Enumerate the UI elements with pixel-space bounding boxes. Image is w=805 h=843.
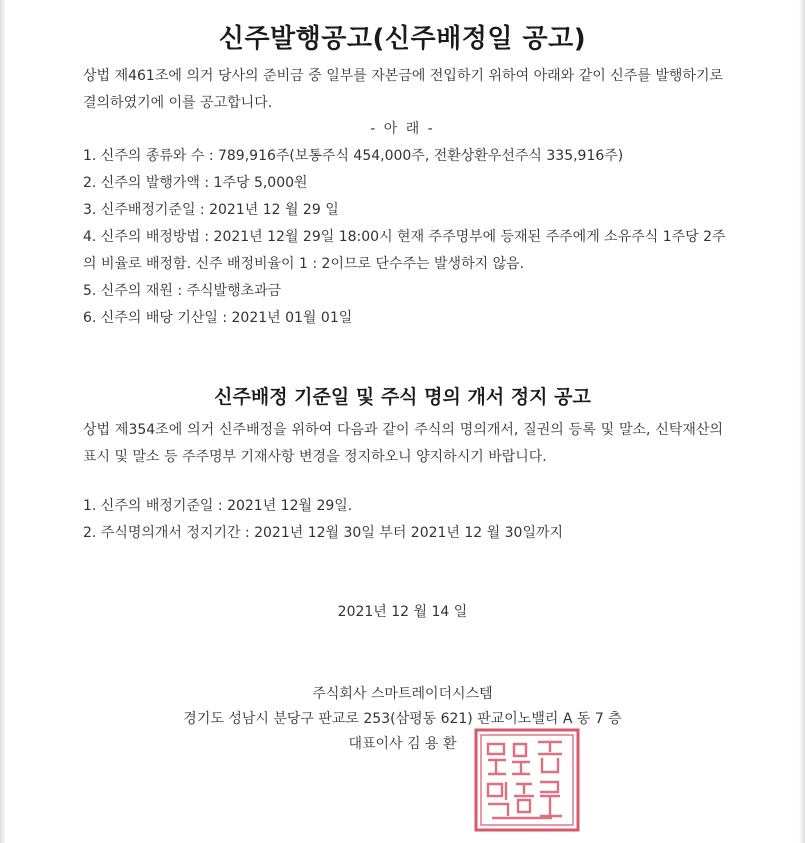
notice-date: 2021년 12 월 14 일 [337, 604, 468, 620]
company-seal-stamp [472, 726, 582, 834]
company-name: 주식회사 스마트레이더시스템 [312, 686, 493, 702]
list-item: 1. 신주의 배정기준일 : 2021년 12월 29일. [83, 498, 353, 514]
list-item: 4. 신주의 배정방법 : 2021년 12월 29일 18:00시 현재 주주명부에 등재된 주주에게 소유주식 1주당 2주의 비율로 배정함. 신주 배정비율이 1 : 2이므로 단수주는 발생하지 않음. [83, 229, 726, 272]
list-item: 1. 신주의 종류와 수 : 789,916주(보통주식 454,000주, 전환상환우선주식 335,916주) [83, 148, 624, 164]
list-item: 5. 신주의 재원 : 주식발행초과금 [83, 283, 282, 299]
list-item: 2. 주식명의개서 정지기간 : 2021년 12월 30일 부터 2021년 12 월 30일까지 [83, 525, 564, 541]
notice2-title: 신주배정 기준일 및 주식 명의 개서 정지 공고 [214, 386, 591, 408]
list-item: 3. 신주배정기준일 : 2021년 12 월 29 일 [83, 202, 339, 218]
notice-intro: 상법 제461조에 의거 당사의 준비금 중 일부를 자본금에 전입하기 위하여 아래와 같이 신주를 발행하기로 결의하였기에 이를 공고합니다. [83, 68, 723, 111]
notice-title: 신주발행공고(신주배정일 공고) [218, 24, 587, 54]
company-address: 경기도 성남시 분당구 판교로 253(삼평동 621) 판교이노밸리 A 동 7 층 [183, 711, 622, 727]
ara-label: - 아 래 - [370, 121, 435, 137]
list-item: 2. 신주의 발행가액 : 1주당 5,000원 [83, 175, 308, 191]
ceo-name: 대표이사 김 용 환 [348, 736, 457, 752]
notice2-items-list [83, 493, 733, 547]
notice2-intro: 상법 제354조에 의거 신주배정을 위하여 다음과 같이 주식의 명의개서, 질권의 등록 및 말소, 신탁재산의 표시 및 말소 등 주주명부 기재사항 변경을 정지하오니 양지하시기 바랍니다. [83, 422, 723, 465]
list-item: 6. 신주의 배당 기산일 : 2021년 01월 01일 [83, 310, 353, 326]
notice-items-list [83, 143, 733, 332]
